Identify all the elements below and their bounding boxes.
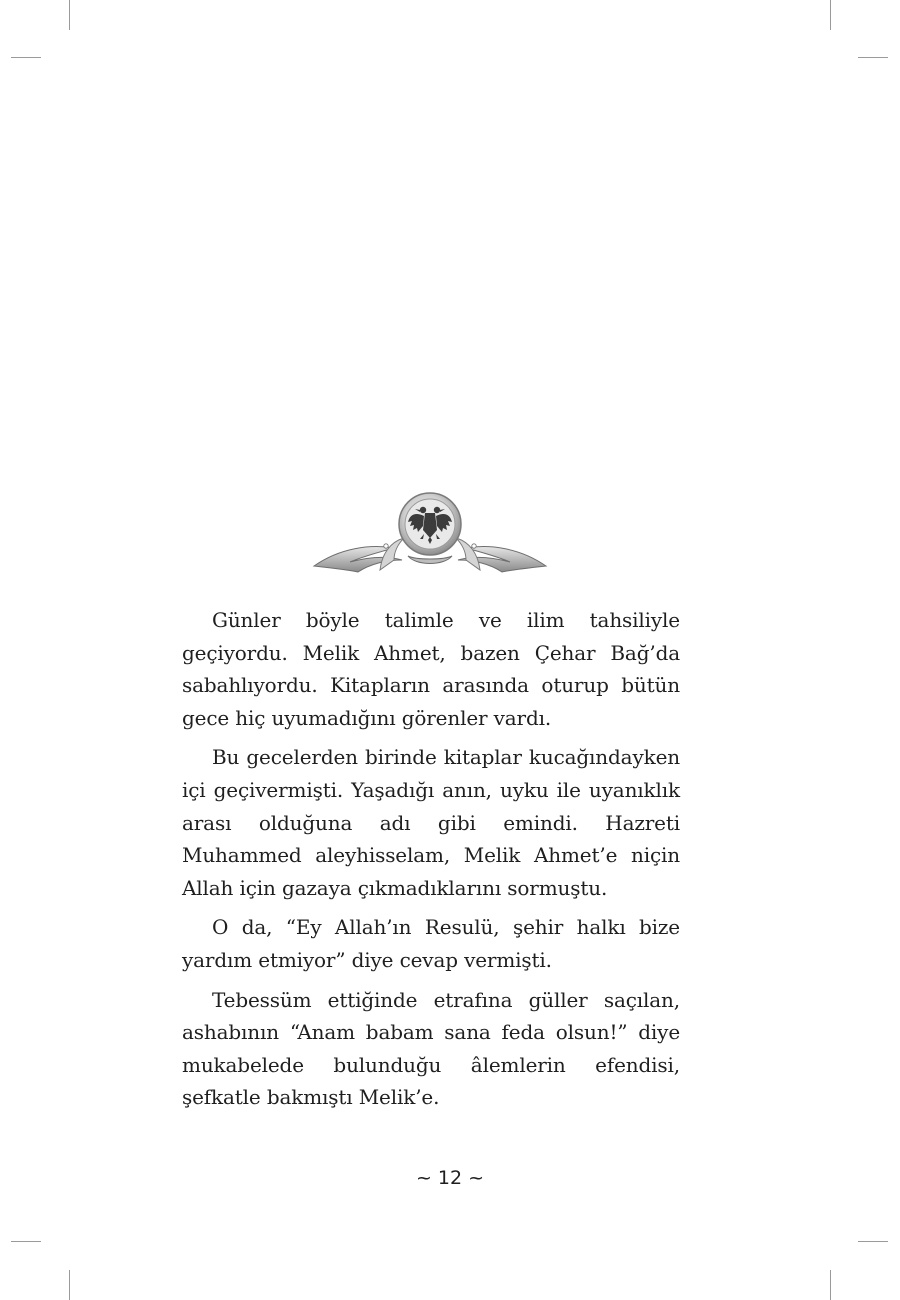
crop-mark-bottom-right-vertical — [830, 1270, 831, 1300]
paragraph: Günler böyle talimle ve ilim tahsiliyle geçiyordu. Melik Ahmet, bazen Çehar Bağ’da sabahlıyordu. Kitapların arasında oturup bütün gece hiç uyumadığını görenler vardı. — [182, 608, 680, 730]
crop-mark-top-right-vertical — [830, 0, 831, 30]
body-text — [182, 604, 680, 1121]
crop-mark-top-right-horizontal — [858, 57, 888, 58]
paragraph: O da, “Ey Allah’ın Resulü, şehir halkı bize yardım etmiyor” diye cevap vermişti. — [182, 915, 680, 972]
paragraph: Tebessüm ettiğinde etrafına güller saçılan, ashabının “Anam babam sana feda olsun!” diye mukabelede bulunduğu âlemlerin efendisi, şefkatle bakmıştı Melik’e. — [182, 987, 680, 1110]
paragraph: Bu gecelerden birinde kitaplar kucağındayken içi geçivermişti. Yaşadığı anın, uyku ile uyanıklık arası olduğuna adı gibi emindi. Hazreti Muhammed aleyhisselam, Melik Ahmet’e niçin Allah için gazaya çıkmadıklarını sormuştu. — [182, 745, 680, 900]
double-headed-eagle-medallion-icon — [310, 486, 550, 578]
crop-mark-top-left-horizontal — [11, 57, 41, 58]
crop-mark-bottom-right-horizontal — [858, 1241, 888, 1242]
crop-mark-bottom-left-vertical — [69, 1270, 70, 1300]
crop-mark-bottom-left-horizontal — [11, 1241, 41, 1242]
page-number: ~ 12 ~ — [415, 1167, 485, 1189]
crop-mark-top-left-vertical — [69, 0, 70, 30]
